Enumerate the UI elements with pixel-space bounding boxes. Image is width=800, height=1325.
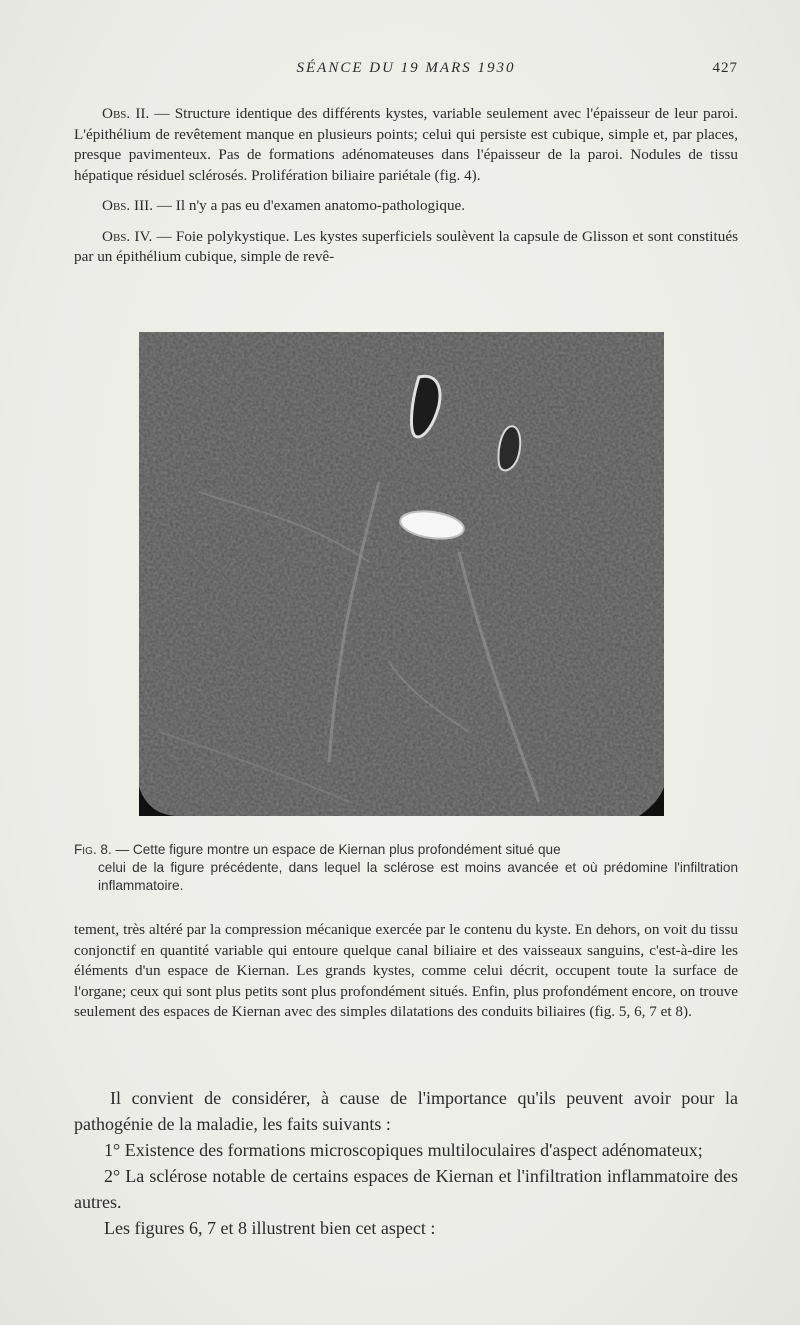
obs-3-text: — Il n'y a pas eu d'examen anatomo-pathologique.: [153, 197, 466, 214]
caption-line-1: — Cette figure montre un espace de Kiernan plus profondément situé que: [111, 842, 561, 857]
conclusion-block: [74, 1085, 738, 1241]
obs-3-label: Obs. III.: [102, 197, 153, 214]
running-header: [74, 60, 738, 82]
observations-block: [74, 104, 738, 268]
continuation-paragraph: tement, très altéré par la compression mécanique exercée par le contenu du kyste. En dehors, on voit du tissu conjonctif en quantité variable qui entoure quelque canal biliaire et des vaisseaux sanguins, c'est-à-dire les éléments d'un espace de Kiernan. Les grands kystes, comme celui décrit, occupent toute la surface de l'organe; ceux qui sont plus petits sont plus profondément situés. Enfin, plus profondément encore, on trouve seulement des espaces de Kiernan avec des simples dilatations des conduits biliaires (fig. 5, 6, 7 et 8).: [74, 921, 738, 1020]
obs-4-label: Obs. IV.: [102, 227, 153, 245]
conclusion-item-1: 1° Existence des formations microscopiques multiloculaires d'aspect adénomateux;: [104, 1140, 703, 1160]
conclusion-intro: Il convient de considérer, à cause de l'importance qu'ils peuvent avoir pour la pathogénie de la maladie, les faits suivants :: [74, 1088, 738, 1134]
middle-text-block: [74, 920, 738, 1023]
header-title: SÉANCE DU 19 MARS 1930: [296, 60, 516, 76]
conclusion-item-2: 2° La sclérose notable de certains espaces de Kiernan et l'infiltration inflammatoire des autres.: [74, 1166, 738, 1212]
page-number: 427: [712, 60, 738, 76]
obs-2-label: Obs. II.: [102, 105, 150, 122]
caption-rest: celui de la figure précédente, dans lequel la sclérose est moins avancée et où prédomine l'infiltration inflammatoire.: [98, 860, 738, 893]
obs-4-paragraph: [74, 227, 738, 268]
obs-2-paragraph: [74, 104, 738, 186]
micrograph-figure: [139, 332, 664, 816]
obs-3-paragraph: [74, 196, 738, 217]
obs-4-text: — Foie polykystique. Les kystes superficiels soulèvent la capsule de Glisson et sont constitués par un épithélium cubique, simple de revê-: [74, 227, 738, 265]
micrograph-texture: [139, 332, 664, 816]
obs-2-text: — Structure identique des différents kystes, variable seulement avec l'épaisseur de leur paroi. L'épithélium de revêtement manque en plusieurs points; celui qui persiste est cubique, simple et, par places, presque pavimenteux. Pas de formations adénomateuses dans l'épaisseur de la paroi. Nodules de tissu hépatique résiduel sclérosés. Prolifération biliaire pariétale (fig. 4).: [74, 105, 738, 184]
figure-label: Fig. 8.: [74, 842, 112, 857]
conclusion-closing: Les figures 6, 7 et 8 illustrent bien cet aspect :: [104, 1218, 436, 1238]
caption-first-line: [74, 841, 738, 859]
figure-caption: [74, 841, 738, 895]
